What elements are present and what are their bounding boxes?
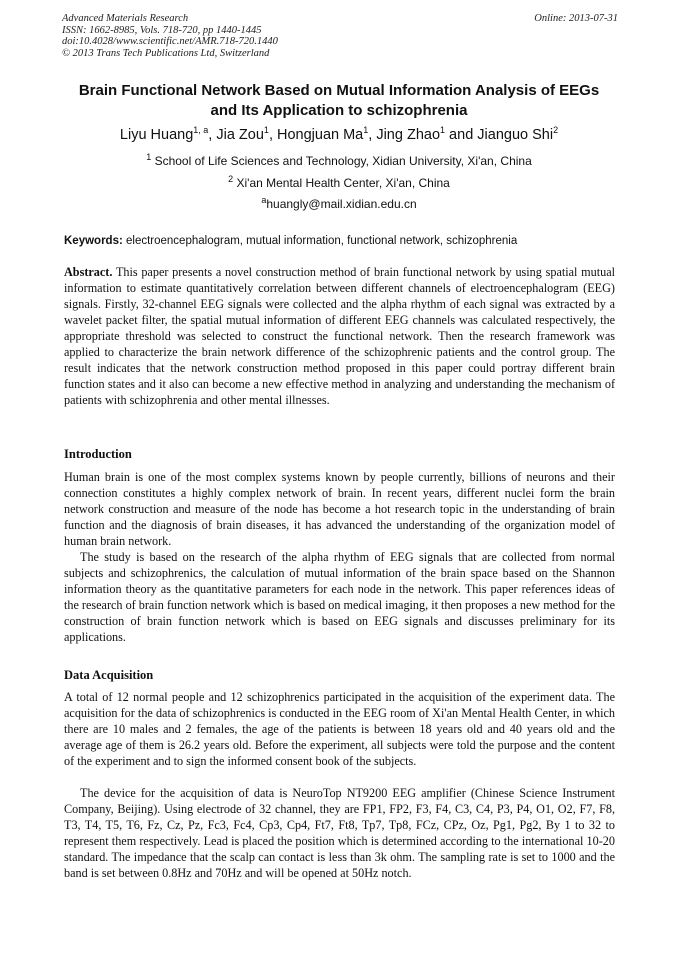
keywords-label: Keywords:	[64, 235, 123, 247]
author-name: Jing Zhao	[376, 127, 441, 143]
keywords	[64, 233, 624, 249]
author-affiliation-mark: 1, a	[193, 125, 209, 136]
author	[277, 127, 376, 143]
email-mark: a	[261, 195, 267, 205]
author-name: Liyu Huang	[119, 127, 194, 143]
author-affiliation-mark: 1	[440, 125, 446, 136]
affiliation-text: Xi'an Mental Health Center, Xi'an, China	[236, 176, 450, 190]
title-line-1: Brain Functional Network Based on Mutual Information Analysis of EEGs	[78, 82, 600, 99]
introduction-paragraph-2: The study is based on the research of the alpha rhythm of EEG signals that are collected from normal subjects and schizophrenics, the calculation of mutual information of the brain space based on the Shannon information theory as the quantitative parameters for each node in the network. This paper references ideas of the research of brain function network which is based on medical imaging, it then proposes a new method for the construction of brain function network which is based on EEG signals and discusses preliminary for its applications.	[64, 550, 615, 644]
paper-title	[40, 81, 638, 121]
author	[477, 127, 558, 143]
data-acquisition-paragraph-2: The device for the acquisition of data is NeuroTop NT9200 EEG amplifier (Chinese Science Instrument Company, Beijing). Using electrode of 32 channel, they are FP1, FP2, F3, F4, C3, C4, P3, P4, O1, O2, F7, F8, T3, T4, T5, T6, Fz, Cz, Pz, Fc3, Fc4, Cp3, Cp4, Ft7, Ft8, Tp7, Tp8, FCz, CPz, Oz, Pg1, Pg2, By 1 to 32 to represent them respectively. Lead is placed the position which is determined according to the international 10-20 standard. The impedance that the scalp can contact is less than 3k ohm. The sampling rate is set to 1000 and the band is set between 0.8Hz and 70Hz and will be opened at 50Hz notch.	[64, 786, 615, 880]
doi-line: doi:10.4028/www.scientific.net/AMR.718-720.1440	[62, 36, 278, 47]
journal-name: Advanced Materials Research	[62, 13, 189, 24]
section-heading-introduction: Introduction	[64, 447, 132, 461]
email-address: huangly@mail.xidian.edu.cn	[266, 197, 417, 211]
author-separator: ,	[368, 127, 377, 143]
issn-line: ISSN: 1662-8985, Vols. 718-720, pp 1440-1445	[62, 24, 262, 36]
copyright-line: © 2013 Trans Tech Publications Ltd, Switzerland	[62, 47, 270, 59]
affiliation-mark: 1	[146, 152, 152, 162]
author-affiliation-mark: 1	[263, 125, 269, 136]
journal-header	[62, 13, 618, 59]
author	[376, 127, 477, 143]
title-line-2: and Its Application to schizophrenia	[210, 102, 468, 119]
affiliation-text: School of Life Sciences and Technology, Xidian University, Xi'an, China	[154, 154, 532, 168]
author	[120, 127, 216, 143]
online-date: Online: 2013-07-31	[534, 13, 618, 24]
keywords-text: electroencephalogram, mutual information, functional network, schizophrenia	[126, 235, 518, 247]
contact-email	[40, 196, 638, 212]
section-heading-data-acquisition: Data Acquisition	[64, 668, 154, 682]
author-name: Hongjuan Ma	[277, 127, 364, 143]
affiliation-mark: 2	[228, 174, 234, 184]
abstract-label: Abstract.	[64, 265, 113, 279]
author-affiliation-mark: 2	[553, 125, 559, 136]
author-list	[40, 125, 638, 145]
author-separator: ,	[268, 127, 277, 143]
author-affiliation-mark: 1	[363, 125, 369, 136]
author-separator: ,	[208, 127, 217, 143]
author	[216, 127, 277, 143]
abstract	[64, 264, 615, 408]
author-separator: and	[445, 127, 478, 143]
abstract-text: This paper presents a novel construction method of brain functional network by using spatial mutual information to estimate quantitatively correlation between different channels of electroencephalogram (EEG) signals. Firstly, 32-channel EEG signals were collected and the alpha rhythm of each signal was extracted by a wavelet packet filter, the spatial mutual information of different EEG channels was calculated respectively, the appropriate threshold was selected to construct the functional network. Then the research framework was applied to characterize the brain network difference of the schizophrenic patients and the control group. The result indicates that the network construction method proposed in this paper could portray different brain function states and it also can become a new effective method in analyzing and understanding the mechanism of patients with schizophrenia and other mental illnesses.	[64, 265, 616, 407]
affiliation-1	[40, 153, 638, 169]
author-name: Jianguo Shi	[477, 127, 554, 143]
author-name: Jia Zou	[216, 127, 264, 143]
data-acquisition-paragraph-1: A total of 12 normal people and 12 schizophrenics participated in the acquisition of the experiment data. The acquisition for the data of schizophrenics is conducted in the EEG room of Xi'an Mental Health Center, in which there are 10 males and 2 females, the age of the patients is between 18 years old and 40 years old and the average age of them is 26.2 years old. Before the experiment, all subjects were told the purpose and the content of the experiment and to sign the informed consent book of the subjects.	[64, 690, 615, 768]
affiliation-2	[40, 175, 638, 191]
introduction-paragraph-1: Human brain is one of the most complex systems known by people currently, billions of neurons and their connection constitutes a highly complex network of brain. In recent years, different nuclei form the brain network construction and measure of the node has become a hot research topic in the understanding of brain function and the diagnosis of brain diseases, it has advanced the understanding of the organization model of human brain network.	[64, 470, 615, 548]
